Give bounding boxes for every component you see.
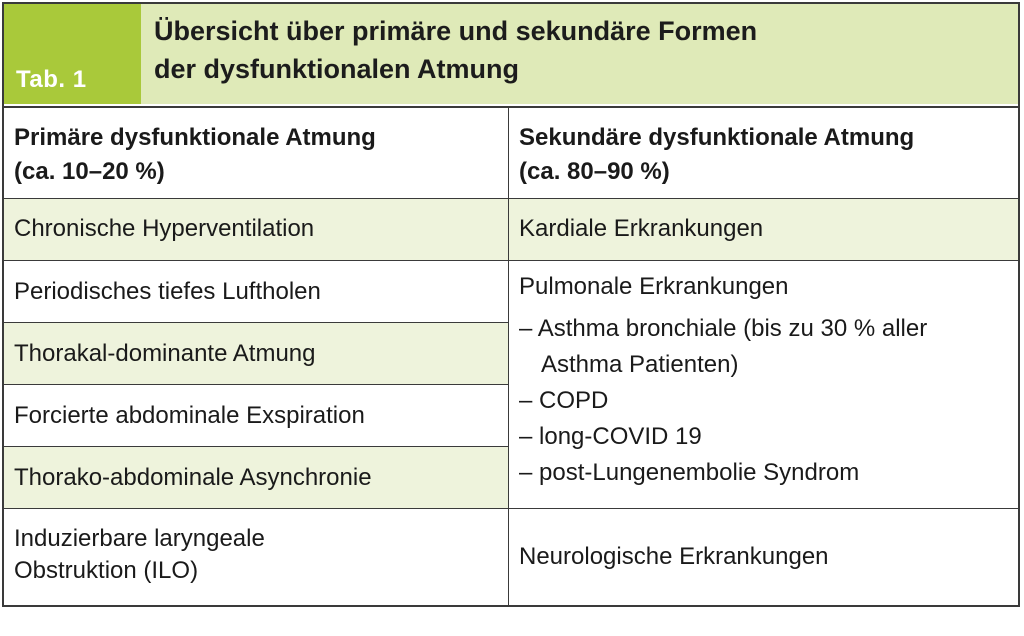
table-header <box>4 4 1018 104</box>
secondary-head-line-1: Sekundäre dysfunktionale Atmung <box>519 124 915 151</box>
secondary-cell-pulmonal <box>509 260 1018 508</box>
secondary-cell-neuro <box>509 508 1018 605</box>
table-row <box>4 260 509 322</box>
table-frame <box>2 2 1020 607</box>
tab-label-box <box>4 4 141 104</box>
primary-head-line-2: (ca. 10–20 %) <box>14 158 165 185</box>
ilo-line-1: Induzierbare laryngeale <box>14 525 265 552</box>
list-item: – long-COVID 19 <box>519 423 702 450</box>
secondary-head-line-2: (ca. 80–90 %) <box>519 158 670 185</box>
primary-cell-ilo <box>14 523 265 587</box>
title-line-2: der dysfunktionalen Atmung <box>154 54 520 84</box>
table-row <box>4 508 509 605</box>
list-item: – COPD <box>519 387 609 414</box>
primary-head-line-1: Primäre dysfunktionale Atmung <box>14 124 376 151</box>
pulmonal-list <box>519 311 1011 491</box>
column-header-secondary <box>509 106 1018 198</box>
list-item: – post-Lungenembolie Syndrom <box>519 459 860 486</box>
primary-cell: Chronische Hyperventilation <box>14 215 315 242</box>
neuro-text: Neurologische Erkrankungen <box>519 543 829 570</box>
secondary-cell-cardio <box>509 198 1018 260</box>
table-row <box>4 446 509 508</box>
table-title <box>154 12 984 88</box>
table-row <box>4 198 509 260</box>
tab-number: Tab. 1 <box>16 66 87 93</box>
cardio-text: Kardiale Erkrankungen <box>519 215 764 242</box>
pulmonal-title: Pulmonale Erkrankungen <box>519 273 789 300</box>
title-line-1: Übersicht über primäre und sekundäre Formen <box>154 16 758 46</box>
primary-cell: Forcierte abdominale Exspiration <box>14 402 365 429</box>
table-row <box>4 384 509 446</box>
ilo-line-2: Obstruktion (ILO) <box>14 557 199 584</box>
column-header-primary <box>4 106 509 198</box>
primary-cell: Thorako-abdominale Asynchronie <box>14 464 372 491</box>
table-row <box>4 322 509 384</box>
primary-cell: Periodisches tiefes Luftholen <box>14 278 321 305</box>
primary-cell: Thorakal-dominante Atmung <box>14 340 316 367</box>
list-item: – Asthma bronchiale (bis zu 30 % aller Asthma Patienten) <box>519 315 928 378</box>
